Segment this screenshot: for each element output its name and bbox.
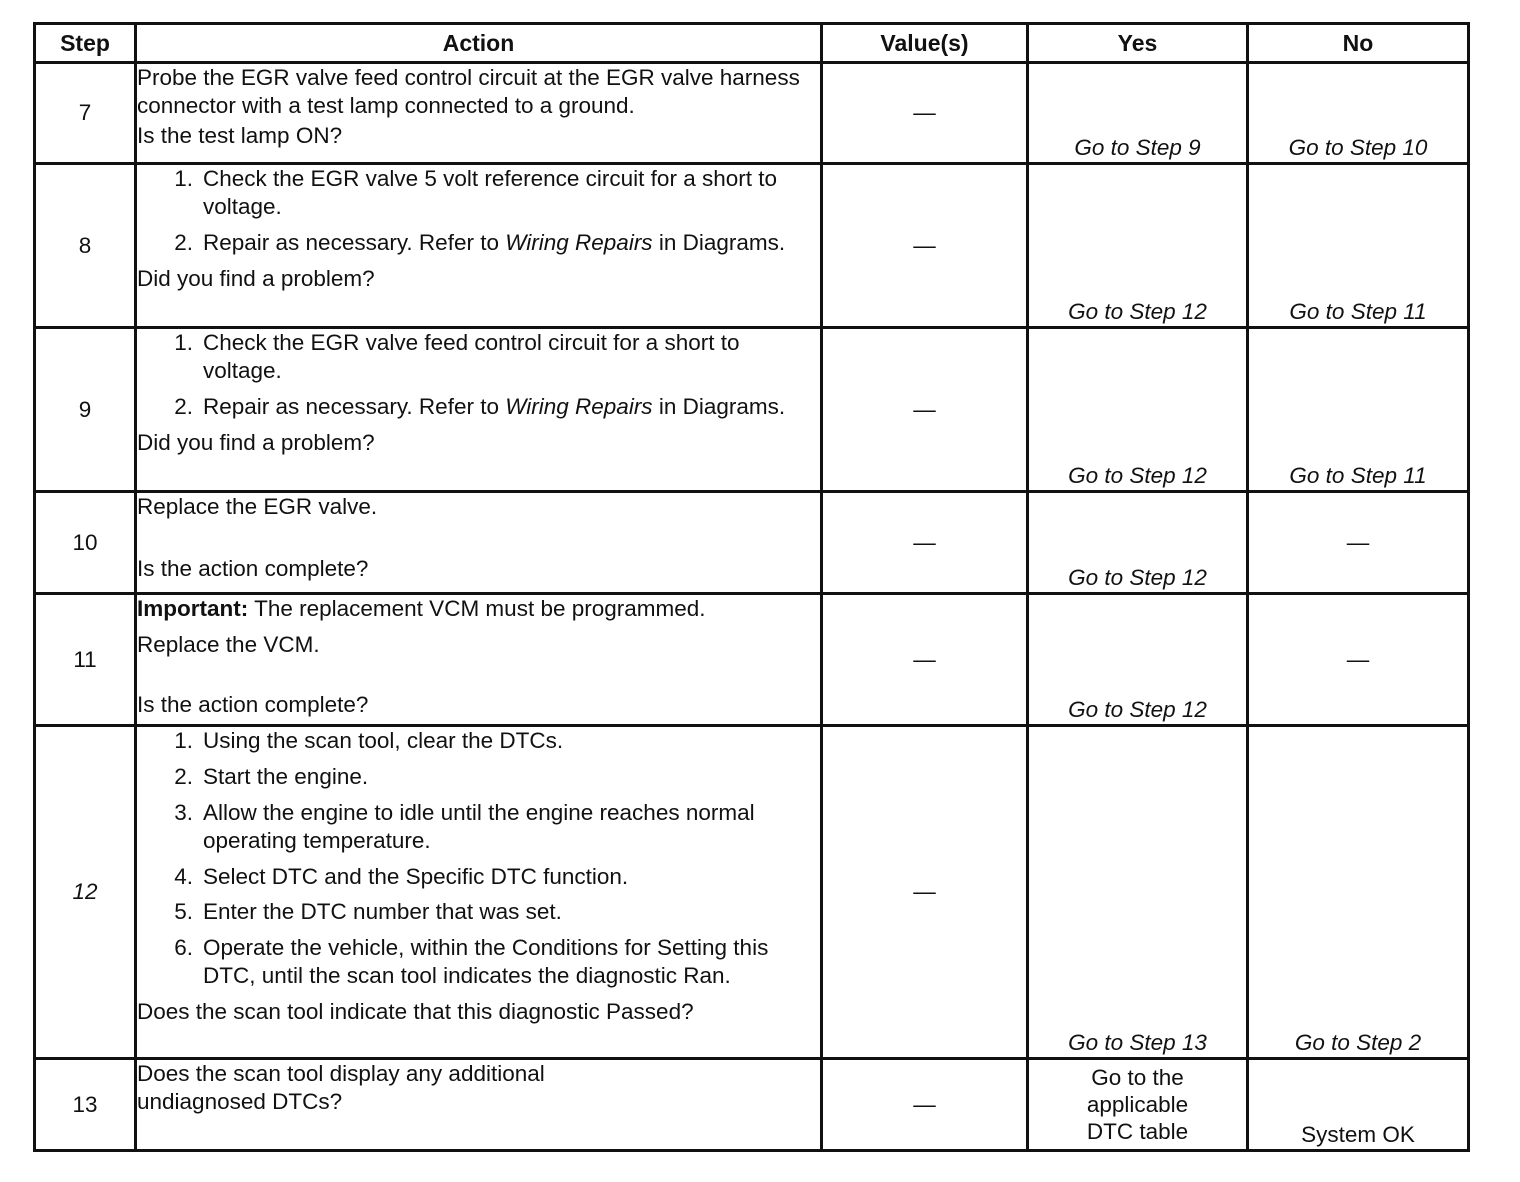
item-number: 3. [174,799,193,825]
item-number: 1. [174,330,193,355]
action-text: Replace the VCM. [137,631,320,657]
action-text: Does the scan tool display any additional undiagnosed DTCs? [137,1061,545,1114]
question-text: Did you find a problem? [137,265,375,291]
item-number: 5. [174,899,193,925]
list-item [137,329,820,385]
diagnostic-table [33,22,1470,1152]
yes-result: Go to Step 12 [1028,328,1248,492]
question-text: Is the action complete? [137,691,369,717]
table-row [35,726,1469,1059]
value-dash: — [822,726,1028,1059]
item-number: 1. [174,728,193,753]
action-cell [136,1059,822,1151]
item-text: Using the scan tool, clear the DTCs. [203,728,564,753]
list-item [137,165,820,221]
item-number: 6. [174,935,193,961]
step-number: 8 [35,164,136,328]
step-number: 7 [35,63,136,164]
list-item [137,898,820,926]
item-number: 2. [174,763,193,789]
header-action: Action [136,24,822,63]
header-no: No [1248,24,1469,63]
step-number: 13 [35,1059,136,1151]
list-item [137,393,820,421]
table-row [35,594,1469,726]
no-result-dash: — [1248,492,1469,594]
list-item [137,863,820,891]
list-item [137,727,820,755]
list-item [137,934,820,990]
value-dash: — [822,1059,1028,1151]
action-cell [136,164,822,328]
important-note [137,595,820,623]
header-yes: Yes [1028,24,1248,63]
value-dash: — [822,164,1028,328]
action-text: Replace the EGR valve. [137,494,378,519]
item-text [203,229,820,257]
table-row [35,492,1469,594]
table-row [35,63,1469,164]
list-item [137,799,820,855]
question-text: Did you find a problem? [137,429,375,455]
yes-line: Go to the [1091,1065,1184,1090]
table-row [35,1059,1469,1151]
item-text-post: in Diagrams. [652,393,786,419]
wiring-repairs-reference: Wiring Repairs [505,393,653,419]
no-result: Go to Step 11 [1248,328,1469,492]
header-values: Value(s) [822,24,1028,63]
item-text: Enter the DTC number that was set. [203,899,562,925]
yes-line: DTC table [1086,1119,1189,1144]
action-cell [136,594,822,726]
no-result-dash: — [1248,594,1469,726]
item-text-pre: Repair as necessary. Refer to [203,229,506,255]
no-result: Go to Step 10 [1248,63,1469,164]
value-dash: — [822,594,1028,726]
wiring-repairs-reference: Wiring Repairs [505,229,653,255]
step-number: 10 [35,492,136,594]
header-row [35,24,1469,63]
action-cell [136,328,822,492]
value-dash: — [822,63,1028,164]
yes-line: applicable [1086,1092,1189,1117]
important-label: Important: [137,596,249,621]
item-text: Operate the vehicle, within the Conditions for Setting this DTC, until the scan tool indicates the diagnostic Ran. [203,935,769,989]
no-result: Go to Step 2 [1248,726,1469,1059]
value-dash: — [822,328,1028,492]
yes-result [1028,1059,1248,1151]
action-cell [136,492,822,594]
item-text-post: in Diagrams. [652,229,786,255]
question-text: Is the test lamp ON? [137,122,343,148]
question-text: Is the action complete? [137,555,369,581]
yes-result: Go to Step 12 [1028,594,1248,726]
item-number: 4. [174,863,193,889]
action-cell [136,63,822,164]
list-item [137,229,820,257]
action-list [137,165,820,257]
step-number: 9 [35,328,136,492]
action-list [137,329,820,421]
item-number: 2. [174,393,193,419]
item-text [203,393,820,421]
value-dash: — [822,492,1028,594]
step-number: 12 [35,726,136,1059]
yes-result: Go to Step 12 [1028,492,1248,594]
item-text: Start the engine. [203,763,369,789]
step-number: 11 [35,594,136,726]
question-text: Does the scan tool indicate that this diagnostic Passed? [137,999,694,1025]
action-text: Probe the EGR valve feed control circuit at the EGR valve harness connector with a test lamp connected to a ground. [137,65,800,118]
list-item [137,763,820,791]
important-text: The replacement VCM must be programmed. [248,596,706,621]
no-result: Go to Step 11 [1248,164,1469,328]
yes-result: Go to Step 13 [1028,726,1248,1059]
item-text: Select DTC and the Specific DTC function. [203,863,629,889]
item-text: Check the EGR valve feed control circuit for a short to voltage. [203,330,740,383]
item-text: Check the EGR valve 5 volt reference circuit for a short to voltage. [203,166,777,219]
item-text: Allow the engine to idle until the engine reaches normal operating temperature. [203,799,755,853]
action-cell [136,726,822,1059]
yes-result: Go to Step 9 [1028,63,1248,164]
item-text-pre: Repair as necessary. Refer to [203,393,506,419]
action-list [137,727,820,990]
table-row [35,328,1469,492]
item-number: 2. [174,229,193,255]
yes-result: Go to Step 12 [1028,164,1248,328]
no-result: System OK [1248,1059,1469,1151]
table-row [35,164,1469,328]
item-number: 1. [174,166,193,191]
header-step: Step [35,24,136,63]
